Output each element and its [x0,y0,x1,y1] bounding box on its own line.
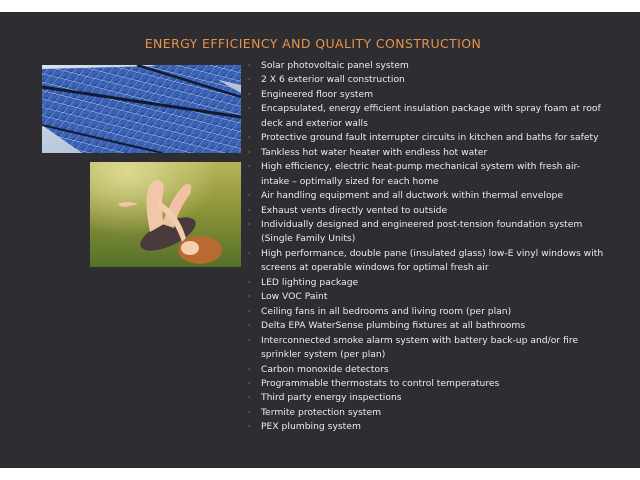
bullet-icon: · [248,205,251,215]
bullet-icon: · [248,75,251,85]
child-on-grass-photo [90,162,241,267]
feature-item [248,420,608,434]
feature-item [248,305,608,319]
feature-text: Delta EPA WaterSense plumbing fixtures at all bathrooms [261,320,526,332]
feature-item [248,131,608,145]
feature-item [248,204,608,218]
bullet-icon: · [248,89,251,99]
bullet-icon: · [248,335,251,345]
feature-text: Termite protection system [261,406,382,418]
feature-text: Exhaust vents directly vented to outside [261,204,448,216]
page-title: ENERGY EFFICIENCY AND QUALITY CONSTRUCTION [144,36,482,51]
bullet-icon: · [248,321,251,331]
bullet-icon: · [248,306,251,316]
feature-item [248,247,608,276]
bullet-icon: · [248,393,251,403]
feature-text: 2 X 6 exterior wall construction [261,74,405,86]
feature-text: Protective ground fault interrupter circuits in kitchen and baths for safety [261,132,599,144]
feature-text: LED lighting package [261,276,359,288]
feature-item [248,276,608,290]
feature-text: Programmable thermostats to control temperatures [261,377,500,389]
feature-text: Interconnected smoke alarm system with battery back-up and/or fire sprinkler system (per plan) [261,334,579,361]
feature-item [248,290,608,304]
feature-item [248,377,608,391]
bullet-icon: · [248,133,251,143]
bullet-icon: · [248,248,251,258]
bullet-icon: · [248,407,251,417]
bullet-icon: · [248,219,251,229]
feature-item [248,406,608,420]
feature-text: Carbon monoxide detectors [261,363,389,375]
feature-item [248,189,608,203]
feature-item [248,59,608,73]
feature-text: Solar photovoltaic panel system [261,60,409,71]
feature-item [248,102,608,131]
feature-item [248,146,608,160]
feature-text: Engineered floor system [261,88,374,100]
feature-item [248,160,608,189]
feature-item [248,334,608,363]
feature-item [248,391,608,405]
feature-page [0,12,640,468]
feature-text: Tankless hot water heater with endless hot water [261,146,488,158]
feature-text: Third party energy inspections [261,392,402,404]
feature-text: Ceiling fans in all bedrooms and living room (per plan) [261,305,512,317]
bullet-icon: · [248,378,251,388]
feature-text: Low VOC Paint [261,291,328,303]
bullet-icon: · [248,422,251,432]
bullet-icon: · [248,61,251,70]
feature-item [248,363,608,377]
feature-text: PEX plumbing system [261,421,361,433]
bullet-icon: · [248,147,251,157]
feature-item [248,88,608,102]
feature-text: Air handling equipment and all ductwork within thermal envelope [261,190,564,202]
feature-text: High performance, double pane (insulated glass) low-E vinyl windows with screens at operable windows for optimal fresh air [261,247,604,274]
bullet-icon: · [248,364,251,374]
solar-panel-photo [42,65,241,153]
feature-text: High efficiency, electric heat-pump mechanical system with fresh air-intake – optimally sized for each home [261,161,581,187]
feature-item [248,218,608,247]
feature-text: Encapsulated, energy efficient insulation package with spray foam at roof deck and exterior walls [261,103,601,129]
bullet-icon: · [248,191,251,201]
bullet-icon: · [248,162,251,172]
feature-item [248,73,608,87]
feature-text: Individually designed and engineered post-tension foundation system (Single Family Units) [261,218,583,245]
feature-item [248,319,608,333]
bullet-icon: · [248,292,251,302]
bullet-icon: · [248,104,251,114]
features-list [248,59,608,435]
bullet-icon: · [248,277,251,287]
